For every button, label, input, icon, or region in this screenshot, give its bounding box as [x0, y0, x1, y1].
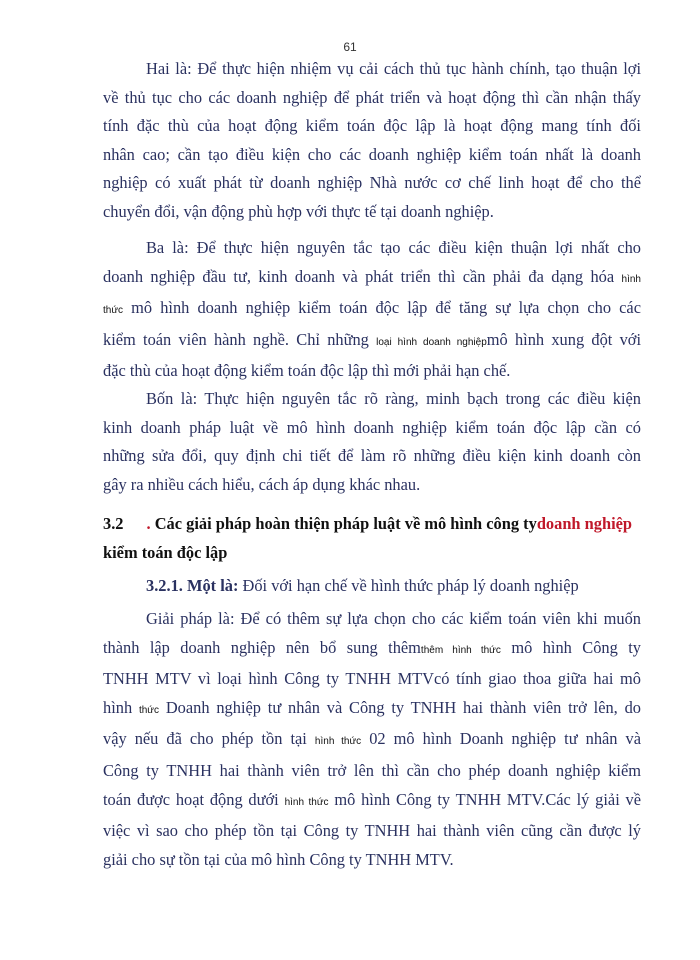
text-run: vậy nếu đã cho phép tồn tại: [103, 729, 307, 749]
text-line: Công ty TNHH hai thành viên trở lên thì cần cho phép doanh nghiệp kiểm: [103, 760, 641, 780]
text-line: giải cho sự tồn tại của mô hình Công ty TNHH MTV.: [103, 849, 454, 869]
text-line: [103, 786, 641, 818]
text-run: 02 mô hình Doanh nghiệp tư nhân và: [369, 729, 641, 749]
text-run: Doanh nghiệp tư nhân và Công ty TNHH hai thành viên trở lên, do: [165, 697, 641, 717]
text-line: chuyển đổi, vận động phù hợp với thực tế tại doanh nghiệp.: [103, 201, 494, 221]
text-line: nghiệp có xuất phát từ doanh nghiệp Nhà nước cơ chế linh hoạt để cho thể: [103, 173, 641, 193]
text-line: TNHH MTV vì loại hình Công ty TNHH MTVcó tính giao thoa giữa hai mô: [103, 669, 641, 689]
text-line: về thủ tục cho các doanh nghiệp để phát triển và hoạt động thì cần nhận thấy: [103, 87, 641, 107]
text-line: đặc thù của hoạt động kiểm toán độc lập thì mới phải hạn chế.: [103, 361, 511, 381]
small-inserted-text: thức: [103, 305, 124, 317]
heading-dot: .: [146, 514, 151, 533]
text-line: việc vì sao cho phép tồn tại Công ty TNHH hai thành viên cũng cần được lý: [103, 821, 641, 841]
heading-red-text: doanh nghiệp: [536, 514, 633, 533]
text-run: mô hình doanh nghiệp kiểm toán độc lập để tăng sự lựa chọn cho các: [131, 298, 641, 318]
text-run: toán được hoạt động dưới: [103, 789, 279, 809]
heading-text: Các giải pháp hoàn thiện pháp luật về mô hình công ty: [154, 514, 537, 533]
paragraph-hai-la: [103, 55, 641, 227]
text-line: [103, 694, 641, 726]
text-line: [103, 294, 641, 326]
text-line: [103, 263, 641, 295]
text-line: những sửa đổi, quy định chi tiết để làm rõ những điều kiện kinh doanh còn: [103, 446, 641, 466]
section-heading: [103, 510, 641, 567]
small-inserted-text: loại hình doanh nghiệp: [376, 336, 487, 348]
text-run: mô hình Công ty: [511, 637, 641, 657]
text-line: Hai là: Để thực hiện nhiệm vụ cải cách thủ tục hành chính, tạo thuận lợi: [146, 59, 641, 78]
small-inserted-text: hình thức: [314, 736, 362, 748]
paragraph-bon-la: [103, 385, 641, 499]
text-line: Giải pháp là: Để có thêm sự lựa chọn cho các kiểm toán viên khi muốn: [146, 609, 641, 628]
paragraph-ba-la: [103, 234, 641, 386]
subsection-heading: [103, 572, 641, 601]
subheading-number: 3.2.1. Một là:: [146, 576, 239, 595]
text-line: [103, 326, 641, 358]
subheading-text: Đối với hạn chế về hình thức pháp lý doanh nghiệp: [238, 576, 579, 595]
text-run: mô hình xung đột với: [486, 329, 641, 349]
text-line: gây ra nhiều cách hiểu, cách áp dụng khác nhau.: [103, 474, 421, 494]
small-inserted-text: thức: [138, 704, 160, 716]
small-inserted-text: thêm hình thức: [420, 644, 501, 656]
text-line: nhân cao; cần tạo điều kiện cho các doanh nghiệp kiểm toán nhất là doanh: [103, 144, 641, 164]
subheading-line: [103, 572, 641, 601]
text-line: [103, 725, 641, 757]
text-line: Bốn là: Thực hiện nguyên tắc rõ ràng, minh bạch trong các điều kiện: [146, 389, 641, 408]
text-run: thành lập doanh nghiệp nên bổ sung thêm: [103, 637, 421, 657]
text-line: tính đặc thù của hoạt động kiểm toán độc lập là hoạt động mang tính đối: [103, 116, 641, 136]
heading-line-2: kiểm toán độc lập: [103, 542, 228, 562]
small-inserted-text: hình thức: [284, 796, 329, 808]
text-line: kinh doanh pháp luật về mô hình doanh nghiệp kiểm toán độc lập cần có: [103, 417, 641, 437]
text-run: hình: [103, 697, 133, 717]
text-run: kiểm toán viên hành nghề. Chỉ những: [103, 329, 369, 349]
text-run: doanh nghiệp đầu tư, kinh doanh và phát triển thì cần phải đa dạng hóa: [103, 266, 615, 286]
paragraph-giai-phap: [103, 605, 641, 874]
heading-line: [103, 510, 641, 539]
heading-number: 3.2: [103, 514, 124, 533]
text-run: mô hình Công ty TNHH MTV.Các lý giải về: [334, 789, 642, 809]
page-number: 61: [343, 40, 357, 54]
small-inserted-text: hình: [621, 273, 641, 285]
text-line: [103, 634, 641, 666]
text-line: Ba là: Để thực hiện nguyên tắc tạo các điều kiện thuận lợi nhất cho: [146, 238, 641, 257]
